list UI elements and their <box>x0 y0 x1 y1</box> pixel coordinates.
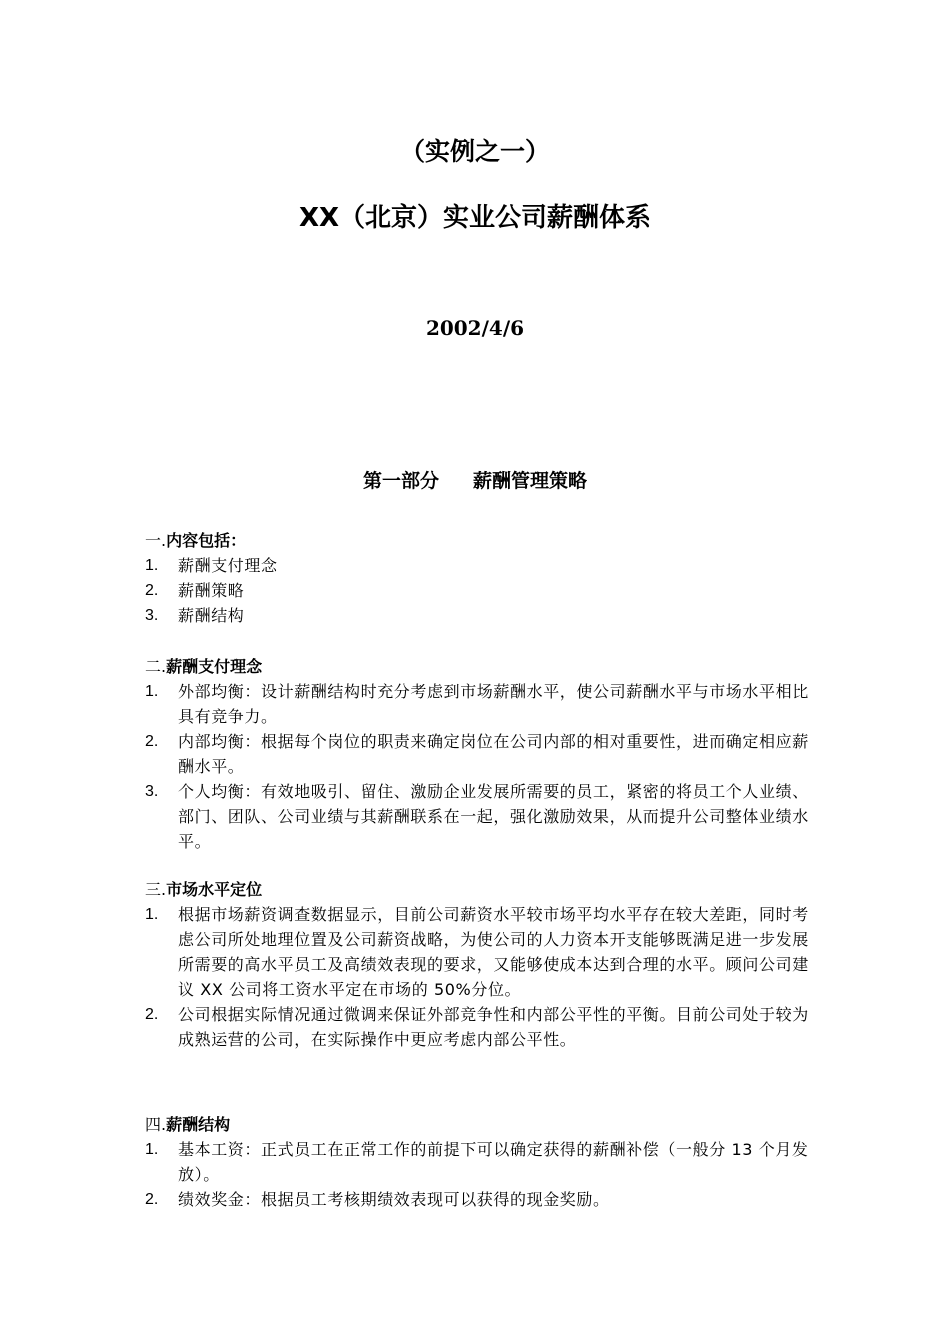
section-pay-structure <box>145 1112 825 1212</box>
section-heading: 四.薪酬结构 <box>145 1115 231 1134</box>
part-heading <box>0 466 950 493</box>
list-item: 1. 薪酬支付理念 <box>145 556 278 575</box>
list-item: 1. 根据市场薪资调查数据显示，目前公司薪资水平较市场平均水平存在较大差距，同时考虑公司所处地理位置及公司薪资战略，为使公司的人力资本开支能够既满足进一步发展所需要的高水平员工及高绩效表现的要求，又能够使成本达到合理的水平。顾问公司建议 XX 公司将工资水平定在市场的 50%分位。 <box>145 905 809 999</box>
list-item: 2. 绩效奖金：根据员工考核期绩效表现可以获得的现金奖励。 <box>145 1190 610 1209</box>
section-heading: 一.内容包括： <box>145 531 247 550</box>
list-item: 2. 公司根据实际情况通过微调来保证外部竞争性和内部公平性的平衡。目前公司处于较为成熟运营的公司，在实际操作中更应考虑内部公平性。 <box>145 1005 809 1049</box>
list-item: 3. 个人均衡：有效地吸引、留住、激励企业发展所需要的员工，紧密的将员工个人业绩、部门、团队、公司业绩与其薪酬联系在一起，强化激励效果，从而提升公司整体业绩水平。 <box>145 782 809 851</box>
section-contents <box>145 528 825 628</box>
section-pay-philosophy <box>145 654 825 854</box>
part-title: 薪酬管理策略 <box>473 470 588 492</box>
list-item: 3. 薪酬结构 <box>145 606 245 625</box>
section-market-position <box>145 877 825 1052</box>
section-heading: 二.薪酬支付理念 <box>145 657 263 676</box>
part-label: 第一部分 <box>362 470 439 492</box>
section-heading: 三.市场水平定位 <box>145 880 263 899</box>
document-title: XX（北京）实业公司薪酬体系 <box>298 203 652 233</box>
list-item: 2. 薪酬策略 <box>145 581 245 600</box>
document-subtitle: （实例之一） <box>399 137 550 166</box>
list-item: 1. 外部均衡：设计薪酬结构时充分考虑到市场薪酬水平，使公司薪酬水平与市场水平相比具有竞争力。 <box>145 682 809 726</box>
document-date: 2002/4/6 <box>425 316 525 340</box>
list-item: 1. 基本工资：正式员工在正常工作的前提下可以确定获得的薪酬补偿（一般分 13 个月发放）。 <box>145 1140 809 1184</box>
list-item: 2. 内部均衡：根据每个岗位的职责来确定岗位在公司内部的相对重要性，进而确定相应薪酬水平。 <box>145 732 809 776</box>
